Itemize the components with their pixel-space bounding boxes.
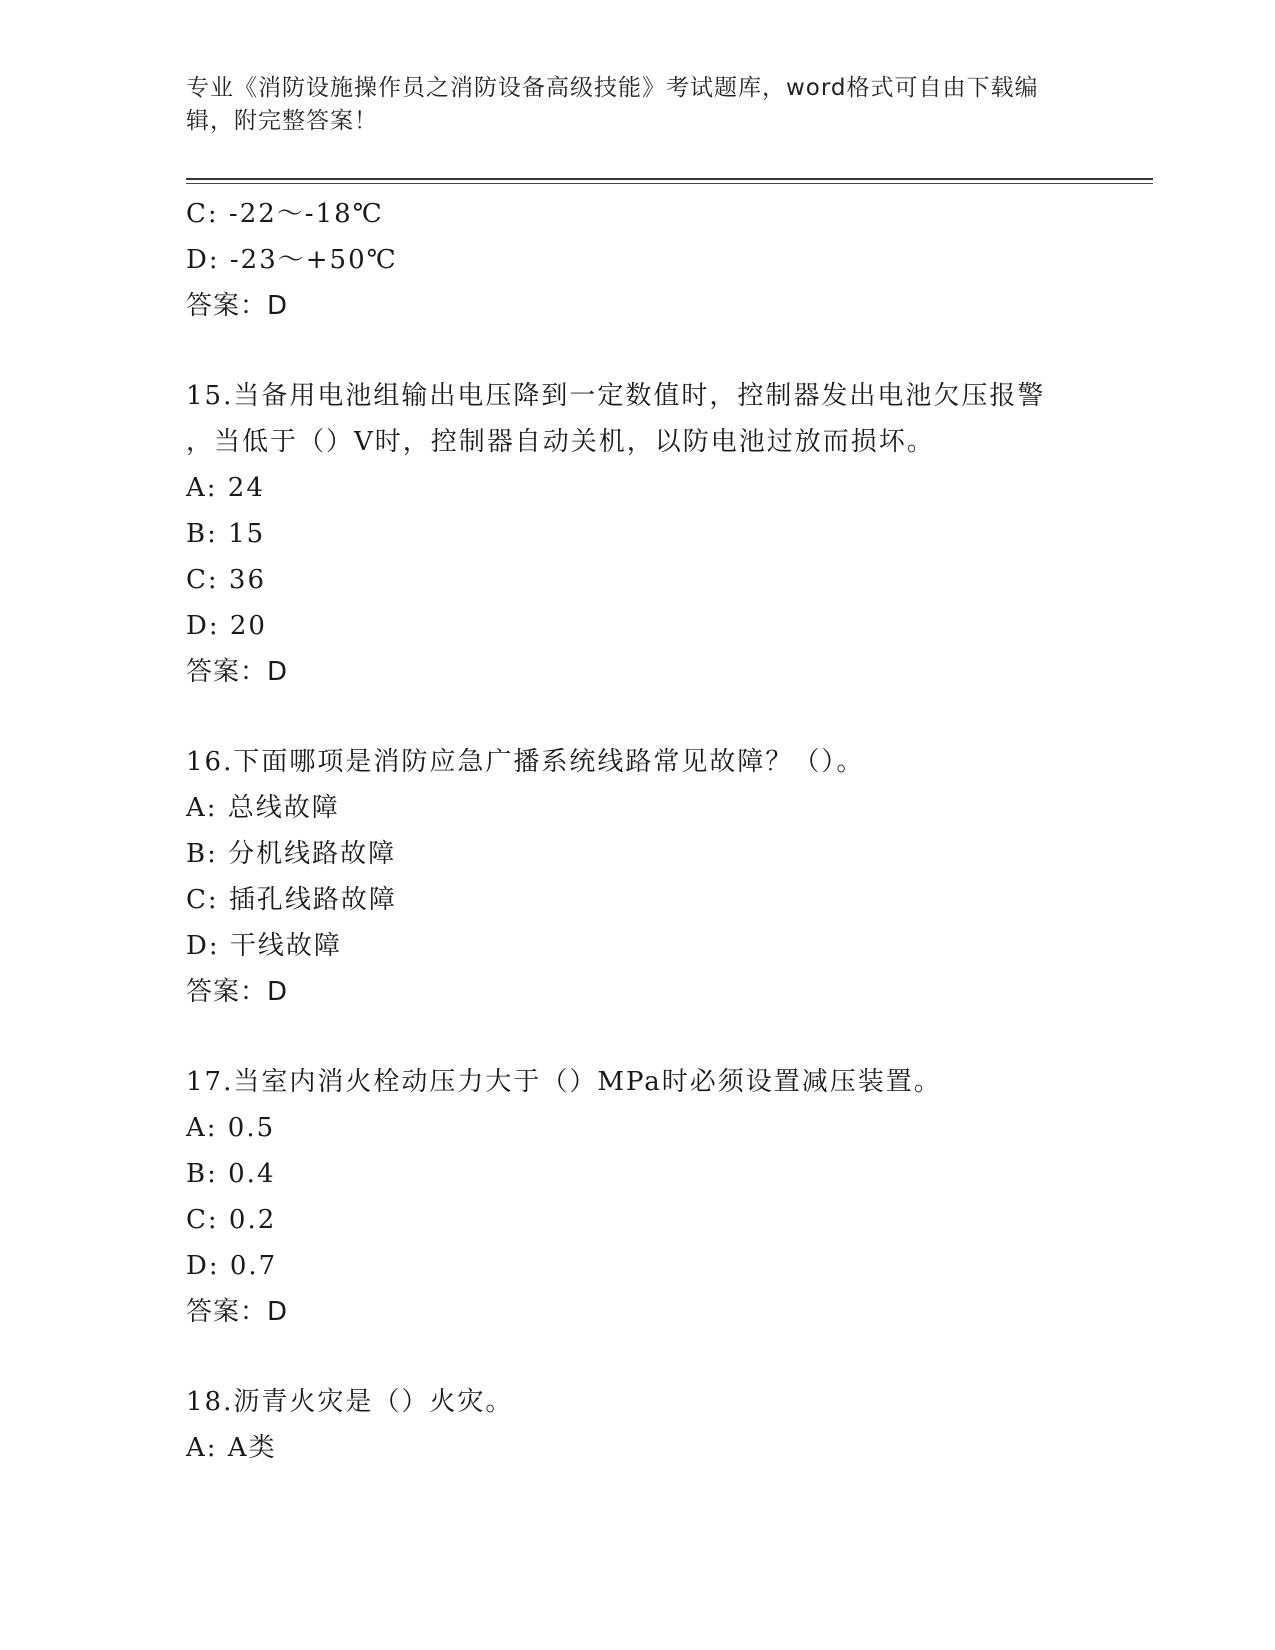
answer-label: 答案：D [186,657,289,687]
answer-label: 答案：D [186,1297,289,1327]
question-text: ，当低于（）V时，控制器自动关机，以防电池过放而损坏。 [186,427,935,457]
option-a: A: 24 [186,473,265,503]
option-d: D: 0.7 [186,1251,278,1281]
option-b: B: 15 [186,519,266,549]
option-a: A: 0.5 [186,1113,276,1143]
option-b: B: 分机线路故障 [186,839,397,869]
spacer [186,695,1086,739]
option-d: D: 20 [186,611,267,641]
header-line-2: 辑，附完整答案！ [186,108,378,134]
answer-label: 答案：D [186,291,289,321]
option-a: A: A类 [186,1433,277,1463]
document-header [186,72,1086,138]
question-18 [186,1379,1086,1471]
question-17 [186,1059,1086,1335]
spacer [186,1015,1086,1059]
header-divider-thick [186,178,1153,180]
question-16 [186,739,1086,1015]
question-text: 16.下面哪项是消防应急广播系统线路常见故障？（）。 [186,747,865,777]
question-15 [186,373,1086,695]
question-list [186,191,1086,1471]
answer-label: 答案：D [186,977,289,1007]
option-c: C: -22～-18℃ [186,199,384,229]
header-line-1: 专业《消防设施操作员之消防设备高级技能》考试题库，word格式可自由下载编 [186,75,1039,101]
option-c: C: 插孔线路故障 [186,885,397,915]
option-d: D: -23～+50℃ [186,245,398,275]
header-divider-thin [186,183,1153,184]
spacer [186,1335,1086,1379]
question-text: 15.当备用电池组输出电压降到一定数值时，控制器发出电池欠压报警 [186,381,1046,411]
option-c: C: 36 [186,565,267,595]
option-d: D: 干线故障 [186,931,342,961]
spacer [186,329,1086,373]
question-14-fragment [186,191,1086,329]
option-b: B: 0.4 [186,1159,276,1189]
option-c: C: 0.2 [186,1205,277,1235]
question-text: 18.沥青火灾是（）火灾。 [186,1387,514,1417]
question-text: 17.当室内消火栓动压力大于（）MPa时必须设置减压装置。 [186,1067,942,1097]
option-a: A: 总线故障 [186,793,340,823]
